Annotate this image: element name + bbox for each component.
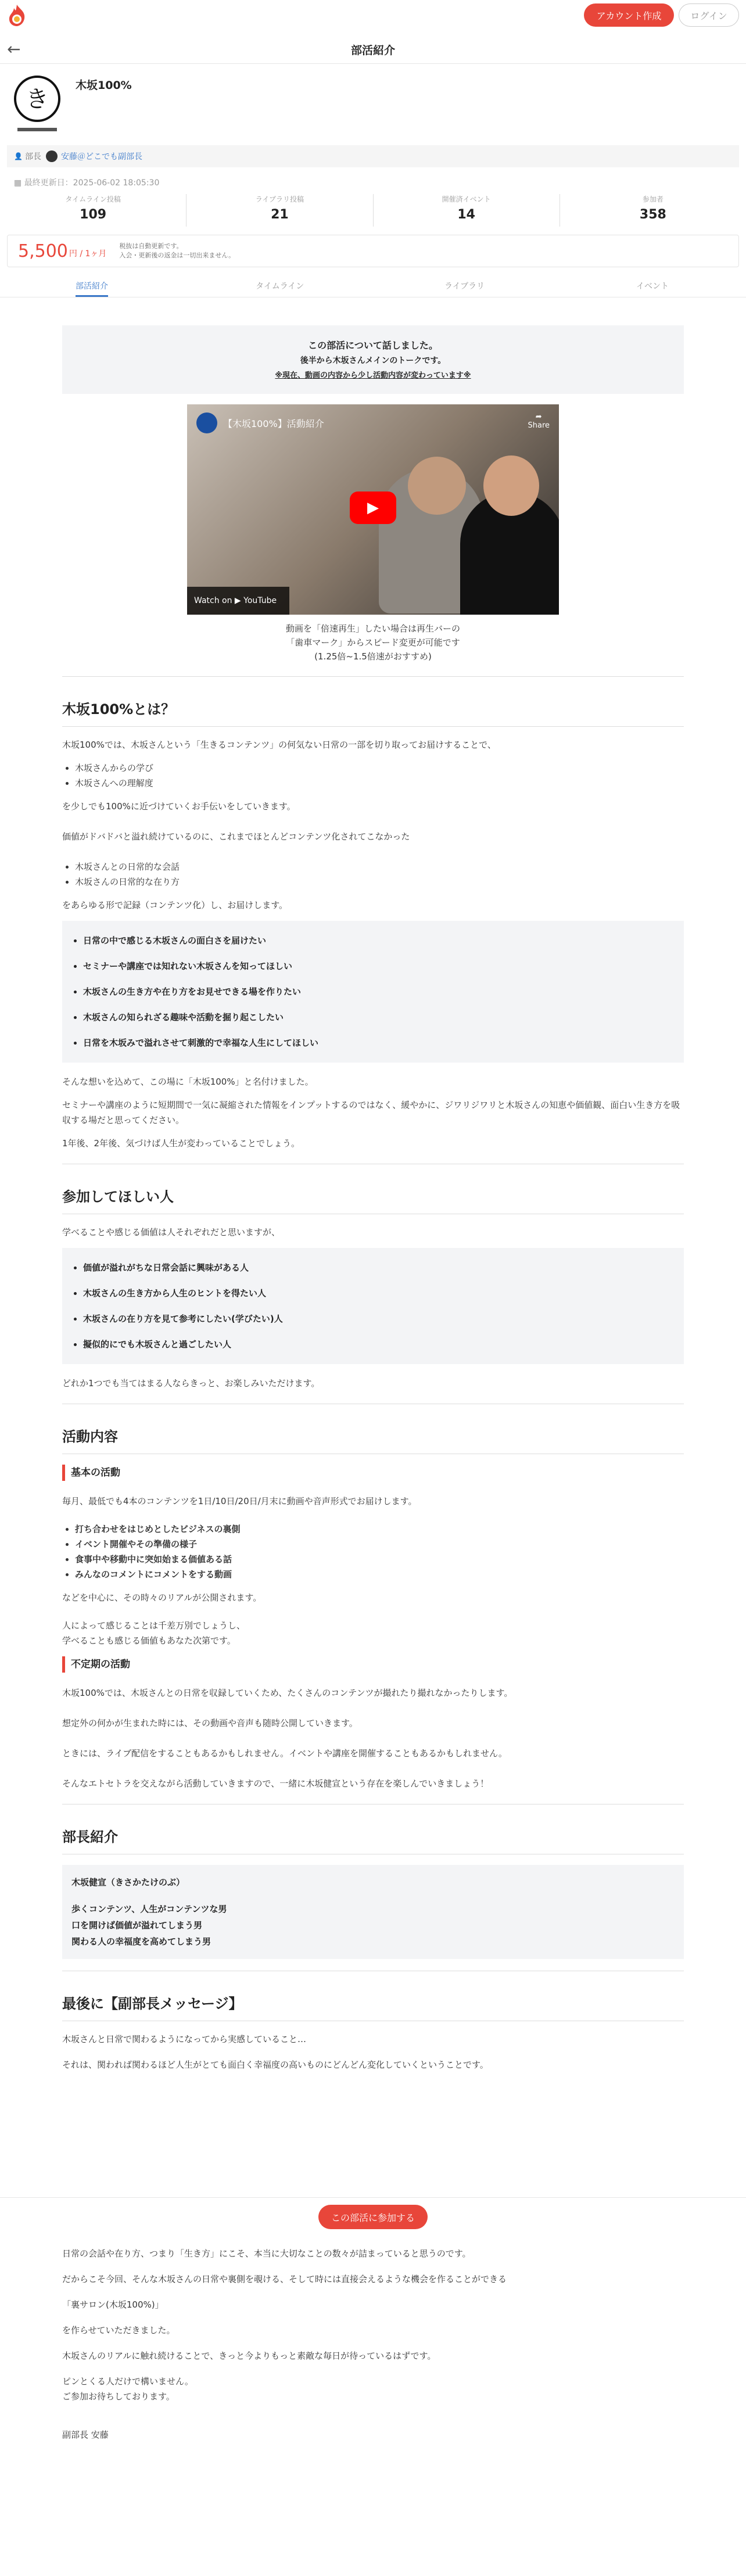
- owner-name-link[interactable]: 安藤＠どこでも副部長: [60, 152, 142, 162]
- paragraph: それは、関われば関わるほど人生がとても面白く幸福度の高いものにどんどん変化していくということです。: [62, 2060, 489, 2070]
- paragraph: ときには、ライブ配信をすることもあるかもしれません。イベントや講座を開催することもあるかもしれません。: [62, 1748, 507, 1759]
- tab-bar: [0, 274, 746, 297]
- list-item: • イベント開催やその準備の様子: [75, 1537, 684, 1552]
- tab-events[interactable]: イベント: [636, 282, 669, 291]
- play-icon[interactable]: ▶: [350, 491, 396, 524]
- list-item: • 木坂さんの知られざる趣味や活動を掘り起こしたい: [83, 1004, 684, 1030]
- stat-value: 21: [271, 207, 289, 222]
- back-arrow-icon[interactable]: ←: [7, 40, 21, 59]
- section-title: 最後に【副部長メッセージ】: [62, 1996, 243, 2012]
- stat-label: 開催済イベント: [442, 195, 491, 203]
- paragraph: 木坂100%では、木坂さんとの日常を収録していくため、たくさんのコンテンツが撮れたり撮れなかったりします。: [62, 1688, 513, 1698]
- svg-text:き: き: [26, 86, 49, 113]
- stat-library: [186, 194, 373, 227]
- paragraph: を少しでも100%に近づけていくお手伝いをしていきます。: [62, 801, 296, 812]
- owner-label: 部長: [24, 152, 41, 162]
- join-bar: [0, 2197, 746, 2231]
- create-account-button[interactable]: アカウント作成: [584, 3, 674, 27]
- highlight-box: [62, 921, 684, 1063]
- club-logo-icon: [13, 73, 62, 137]
- highlight-box: [62, 1248, 684, 1364]
- list-item: • 日常の中で感じる木坂さんの面白さを届けたい: [83, 928, 684, 953]
- stat-members: [560, 194, 746, 227]
- stats-bar: [0, 194, 746, 227]
- login-button[interactable]: ログイン: [679, 3, 739, 27]
- share-label: Share: [528, 421, 550, 430]
- price-box: [7, 235, 739, 267]
- subsection-title: 基本の活動: [62, 1465, 684, 1481]
- paragraph: そんな想いを込めて、この場に「木坂100%」と名付けました。: [62, 1077, 314, 1087]
- join-club-button[interactable]: この部活に参加する: [318, 2205, 428, 2229]
- paragraph-line: ご参加お待ちしております。: [62, 2391, 175, 2402]
- paragraph: 「裏サロン(木坂100%)」: [62, 2299, 164, 2310]
- share-icon: ➦: [535, 412, 542, 421]
- list-item: • セミナーや講座では知れない木坂さんを知ってほしい: [83, 953, 684, 979]
- avatar: [46, 150, 58, 162]
- caption-line: 動画を「倍速再生」したい場合は再生バーの: [285, 623, 460, 634]
- stat-events: [374, 194, 560, 227]
- section-title: 参加してほしい人: [62, 1189, 174, 1205]
- updated-date: [14, 177, 159, 188]
- paragraph-line: 学べることも感じる価値もあなた次第です。: [62, 1635, 236, 1646]
- channel-avatar: [196, 412, 217, 433]
- app-logo-icon[interactable]: [7, 3, 27, 27]
- paragraph: 毎月、最低でも4本のコンテンツを1日/10日/20日/月末に動画や音声形式でお届けします。: [62, 1496, 417, 1506]
- video-title: 【木坂100%】活動紹介: [223, 418, 324, 429]
- list-item: • 木坂さんの生き方から人生のヒントを得たい人: [83, 1280, 684, 1306]
- main-content: [62, 325, 684, 2080]
- caption-line: (1.25倍~1.5倍速がおすすめ): [314, 651, 432, 662]
- paragraph: セミナーや講座のように短期間で一気に凝縮された情報をインプットするのではなく、緩やかに、ジワリジワリと木坂さんの知恵や価値観、面白い生き方を吸収する場だと思ってください。: [62, 1100, 680, 1125]
- paragraph: [62, 2374, 684, 2404]
- notice-sub: 後半から木坂さんメインのトークです。: [300, 356, 446, 365]
- list-item: • 価値が溢れがちな日常会話に興味がある人: [83, 1255, 684, 1280]
- bullet-list: [62, 1522, 684, 1582]
- club-name: 木坂100%: [76, 79, 132, 92]
- stat-label: 参加者: [642, 195, 663, 203]
- price-note: [119, 242, 235, 260]
- updated-text: 最終更新日：2025-06-02 18:05:30: [24, 178, 160, 188]
- page-title: 部活紹介: [350, 44, 395, 57]
- paragraph: などを中心に、その時々のリアルが公開されます。: [62, 1592, 262, 1603]
- paragraph: 日常の会話や在り方、つまり「生き方」にこそ、本当に大切なことの数々が詰まっていると思うのです。: [62, 2248, 471, 2259]
- notice-title: この部活について話しました。: [308, 340, 438, 351]
- bullet-list: [62, 760, 684, 791]
- share-button[interactable]: [528, 412, 550, 430]
- notice-warning: ※現在、動画の内容から少し活動内容が変わっています※: [275, 371, 471, 380]
- leader-line: 歩くコンテンツ、人生がコンテンツな男: [71, 1904, 227, 1914]
- stat-value: 358: [639, 207, 666, 222]
- paragraph: どれか1つでも当てはまる人ならきっと、お楽しみいただけます。: [62, 1378, 320, 1389]
- page-header: [0, 34, 746, 64]
- video-player[interactable]: [187, 404, 559, 615]
- paragraph-line: 人によって感じることは千差万別でしょうし、: [62, 1620, 246, 1631]
- paragraph: を作らせていただきました。: [62, 2325, 175, 2335]
- person-icon: 👤: [14, 152, 23, 160]
- price-amount: 5,500: [18, 241, 68, 261]
- tab-library[interactable]: ライブラリ: [444, 282, 485, 291]
- video-person-head: [408, 457, 466, 515]
- paragraph: 価値がドバドバと溢れ続けているのに、これまでほとんどコンテンツ化されてこなかった: [62, 831, 410, 842]
- paragraph: 木坂さんと日常で関わるようになってから実感していること…: [62, 2034, 307, 2044]
- subsection-title: 不定期の活動: [62, 1656, 684, 1673]
- paragraph: 想定外の何かが生まれた時には、その動画や音声も随時公開していきます。: [62, 1718, 358, 1728]
- leader-intro-box: [62, 1865, 684, 1959]
- stat-value: 14: [457, 207, 475, 222]
- price-note-2: 入会・更新後の返金は一切出来ません。: [119, 252, 235, 259]
- list-item: • 木坂さんの生き方や在り方をお見せできる場を作りたい: [83, 979, 684, 1004]
- list-item: • 日常を木坂みで溢れさせて刺激的で幸福な人生にしてほしい: [83, 1030, 684, 1056]
- list-item: • 木坂さんへの理解度: [75, 776, 684, 791]
- bullet-list: [62, 859, 684, 889]
- video-title-row: [196, 412, 324, 433]
- paragraph: をあらゆる形で記録（コンテンツ化）し、お届けします。: [62, 900, 288, 910]
- video-person-head: [483, 455, 539, 516]
- signature: 副部長 安藤: [62, 2430, 109, 2440]
- paragraph: 木坂100%では、木坂さんという「生きるコンテンツ」の何気ない日常の一部を切り取ってお届けすることで、: [62, 740, 496, 750]
- stat-label: タイムライン投稿: [65, 195, 121, 203]
- video-caption: [62, 622, 684, 663]
- section-title: 木坂100%とは？: [62, 701, 175, 717]
- section-title: 部長紹介: [62, 1829, 118, 1845]
- tab-timeline[interactable]: タイムライン: [256, 282, 304, 291]
- leader-line: 関わる人の幸福度を高めてしまう男: [71, 1936, 211, 1947]
- stat-timeline: [0, 194, 186, 227]
- price-unit: 円 / 1ヶ月: [69, 249, 107, 259]
- paragraph-line: ピンとくる人だけで構いません。: [62, 2376, 193, 2387]
- list-item: • 打ち合わせをはじめとしたビジネスの裏側: [75, 1522, 684, 1537]
- list-item: • 食事中や移動中に突如始まる価値ある話: [75, 1552, 684, 1567]
- list-item: • 木坂さんの在り方を見て参考にしたい(学びたい)人: [83, 1306, 684, 1332]
- list-item: • 木坂さんからの学び: [75, 760, 684, 776]
- top-header: [0, 0, 746, 30]
- stat-value: 109: [80, 207, 107, 222]
- paragraph: そんなエトセトラを交えながら活動していきますので、一緒に木坂健宣という存在を楽しんでいきましょう！: [62, 1778, 489, 1789]
- stat-label: ライブラリ投稿: [255, 195, 304, 203]
- main-content-continued: [62, 2246, 684, 2451]
- paragraph: 学べることや感じる価値は人それぞれだと思いますが、: [62, 1227, 281, 1237]
- watch-on-youtube-link[interactable]: Watch on ▶ YouTube: [187, 587, 289, 615]
- paragraph: 1年後、2年後、気づけば人生が変わっていることでしょう。: [62, 1138, 300, 1149]
- paragraph: [62, 1618, 684, 1648]
- leader-line: 口を開けば価値が溢れてしまう男: [71, 1920, 203, 1931]
- list-item: • 木坂さんの日常的な在り方: [75, 874, 684, 889]
- paragraph: だからこそ今回、そんな木坂さんの日常や裏側を覗ける、そして時には直接会えるような機会を作ることができる: [62, 2274, 507, 2284]
- calendar-icon: ▦: [14, 178, 24, 188]
- caption-line: 「歯車マーク」からスピード変更が可能です: [286, 637, 460, 648]
- owner-row[interactable]: [7, 145, 739, 167]
- price-note-1: 税抜は自動更新です。: [119, 242, 183, 250]
- divider: [62, 676, 684, 677]
- list-item: • 擬似的にでも木坂さんと過ごしたい人: [83, 1332, 684, 1357]
- list-item: • みんなのコメントにコメントをする動画: [75, 1567, 684, 1582]
- tab-intro[interactable]: 部活紹介: [76, 280, 108, 297]
- paragraph: 木坂さんのリアルに触れ続けることで、きっと今よりもっと素敵な毎日が待っているはずです。: [62, 2351, 436, 2361]
- notice-box: [62, 325, 684, 394]
- divider: [62, 726, 684, 727]
- leader-name: 木坂健宣（きさかたけのぶ）: [71, 1877, 185, 1888]
- list-item: • 木坂さんとの日常的な会話: [75, 859, 684, 874]
- section-title: 活動内容: [62, 1429, 118, 1445]
